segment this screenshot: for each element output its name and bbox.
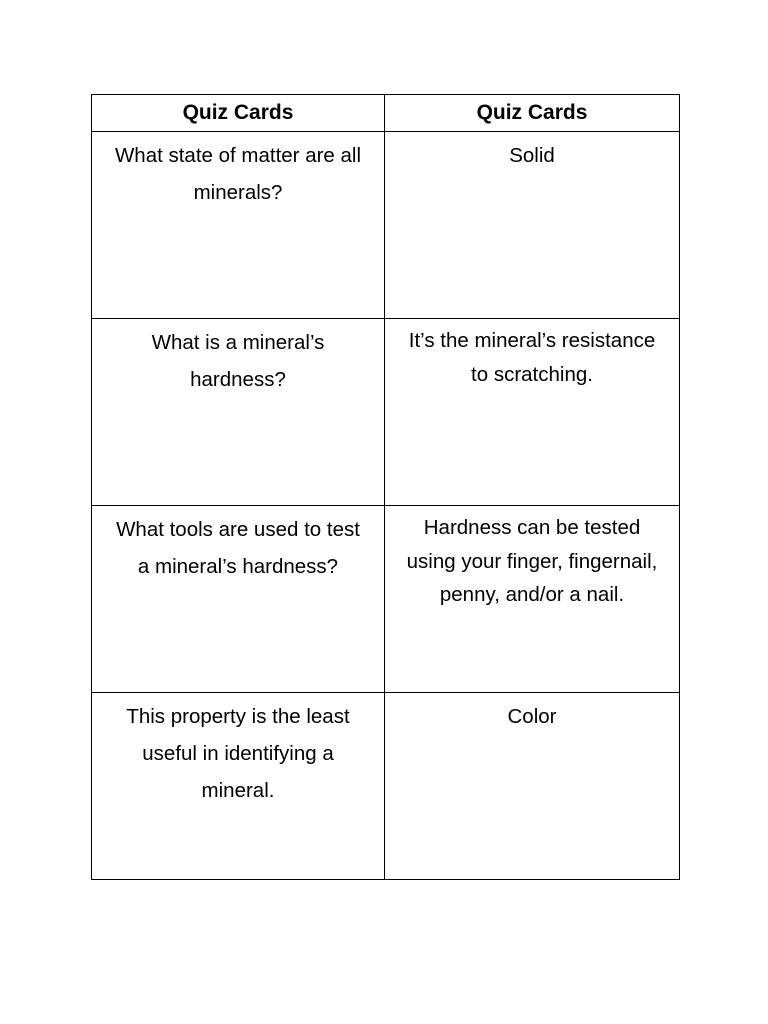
answer-text: It’s the mineral’s resistance to scratching.: [408, 329, 656, 386]
table-row: [92, 319, 680, 506]
answer-text: Solid: [509, 144, 555, 167]
answer-cell: [385, 319, 680, 506]
question-cell: [92, 693, 385, 880]
question-text: This property is the least useful in identifying a mineral.: [126, 705, 350, 802]
quiz-cards-table: [91, 94, 680, 880]
table-row: [92, 693, 680, 880]
answer-cell: [385, 132, 680, 319]
question-cell: [92, 506, 385, 693]
question-cell: [92, 132, 385, 319]
answer-cell: [385, 693, 680, 880]
answer-cell: [385, 506, 680, 693]
answer-text: Color: [507, 705, 557, 728]
header-row: [92, 95, 680, 132]
table-row: [92, 506, 680, 693]
column-header-questions: Quiz Cards: [92, 95, 385, 132]
question-text: What state of matter are all minerals?: [114, 144, 362, 204]
answer-text: Hardness can be tested using your finger, fingernail, penny, and/or a nail.: [406, 516, 658, 606]
question-text: What is a mineral’s hardness?: [151, 331, 325, 391]
column-header-answers: Quiz Cards: [385, 95, 680, 132]
table-header: [92, 95, 680, 132]
table-body: [92, 132, 680, 880]
question-text: What tools are used to test a mineral’s hardness?: [116, 518, 360, 578]
table-row: [92, 132, 680, 319]
question-cell: [92, 319, 385, 506]
